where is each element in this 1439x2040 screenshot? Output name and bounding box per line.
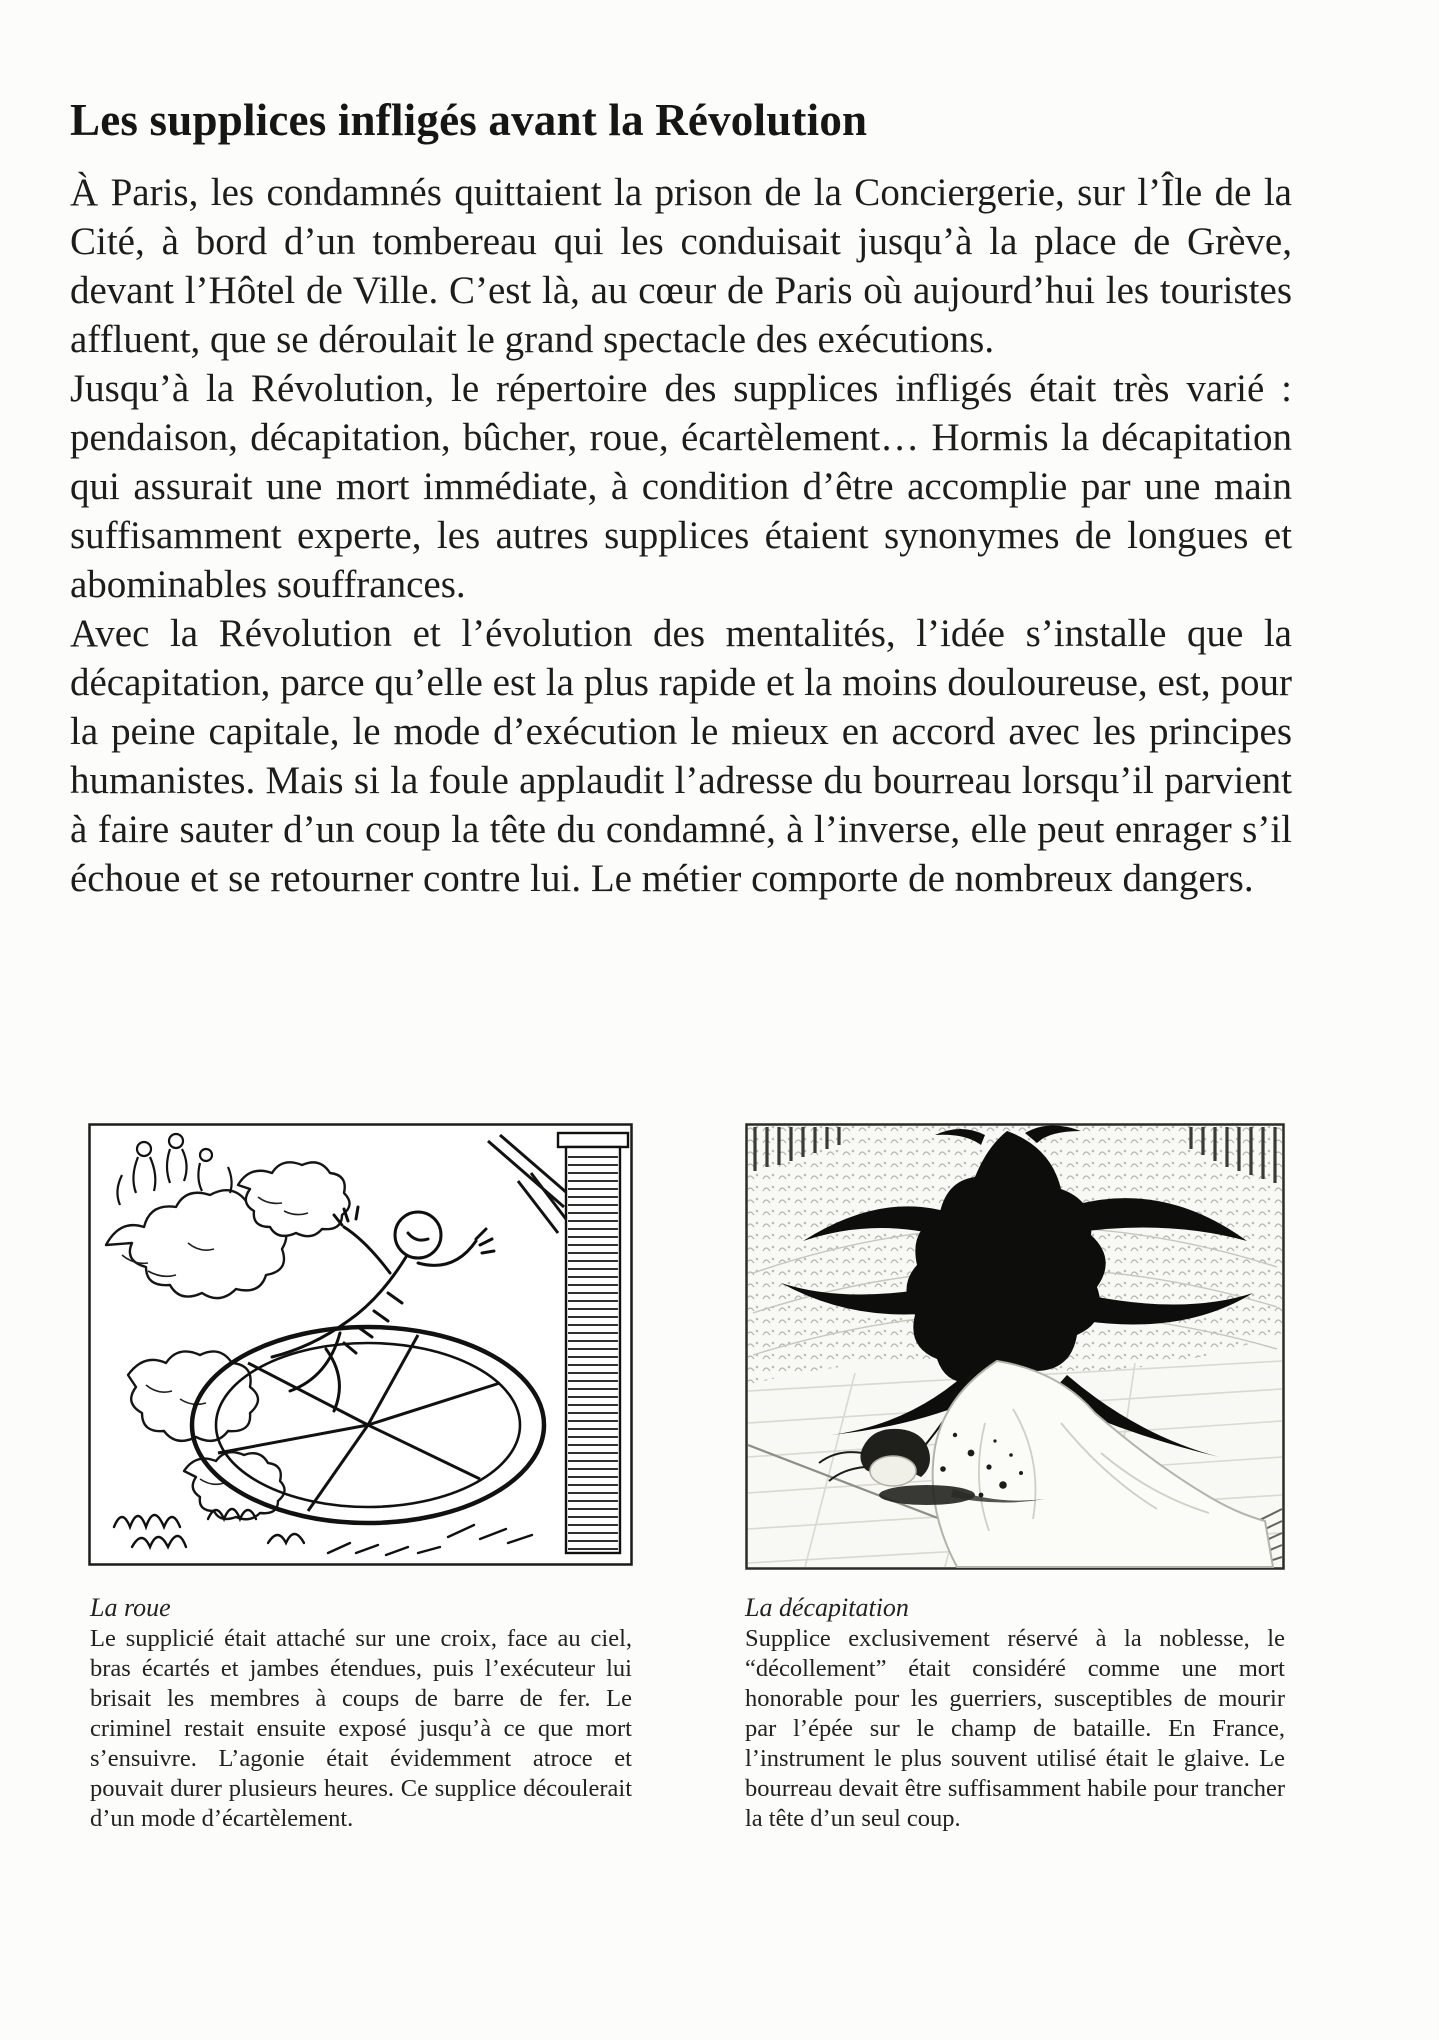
figure-la-decapitation — [745, 1123, 1285, 1570]
paragraph-3: Avec la Révolution et l’évolution des mentalités, l’idée s’installe que la décapitation, parce qu’elle est la plus rapide et la moins douloureuse, est, pour la peine capitale, le mode d’exécution le mieux en accord avec les principes humanistes. Mais si la foule applaudit l’adresse du bourreau lorsqu’il parvient à faire sauter d’un coup la tête du condamné, à l’inverse, elle peut enrager s’il échoue et se retourner contre lui. Le métier comporte de nombreux dangers. — [70, 612, 1292, 900]
paragraph-1: À Paris, les condamnés quittaient la prison de la Conciergerie, sur l’Île de la Cité, à bord d’un tombereau qui les conduisait jusqu’à la place de Grève, devant l’Hôtel de Ville. C’est là, au cœur de Paris où aujourd’hui les touristes affluent, que se déroulait le grand spectacle des exécutions. — [70, 171, 1292, 361]
la-decapitation-drawing-image — [745, 1123, 1285, 1570]
page-title: Les supplices infligés avant la Révolution — [70, 95, 868, 145]
caption-la-roue-text: Le supplicié était attaché sur une croix, face au ciel, bras écartés et jambes étendues, puis l’exécuteur lui brisait les membres à coups de barre de fer. Le criminel restait ensuite exposé jusqu’à ce que mort s’ensuivre. L’agonie était évidemment atroce et pouvait durer plusieurs heures. Ce supplice découlerait d’un mode d’écartèlement. — [90, 1625, 632, 1832]
caption-la-decapitation — [745, 1592, 1285, 1834]
caption-la-roue-title: La roue — [90, 1593, 171, 1622]
paragraph-2: Jusqu’à la Révolution, le répertoire des supplices infligés était très varié : pendaison, décapitation, bûcher, roue, écartèlement… Hormis la décapitation qui assurait une mort immédiate, à condition d’être accomplie par une main suffisamment experte, les autres supplices étaient synonymes de longues et abominables souffrances. — [70, 367, 1292, 606]
body-text — [70, 168, 1292, 903]
figure-la-roue — [88, 1123, 633, 1566]
caption-la-decapitation-title: La décapitation — [745, 1593, 909, 1622]
caption-la-decapitation-text: Supplice exclusivement réservé à la noblesse, le “décollement” était considéré comme une mort honorable pour les guerriers, susceptibles de mourir par l’épée sur le champ de bataille. En France, l’instrument le plus souvent utilisé était le glaive. Le bourreau devait être suffisamment habile pour trancher la tête d’un seul coup. — [745, 1625, 1285, 1832]
la-roue-engraving-image — [88, 1123, 633, 1566]
caption-la-roue — [90, 1592, 632, 1834]
